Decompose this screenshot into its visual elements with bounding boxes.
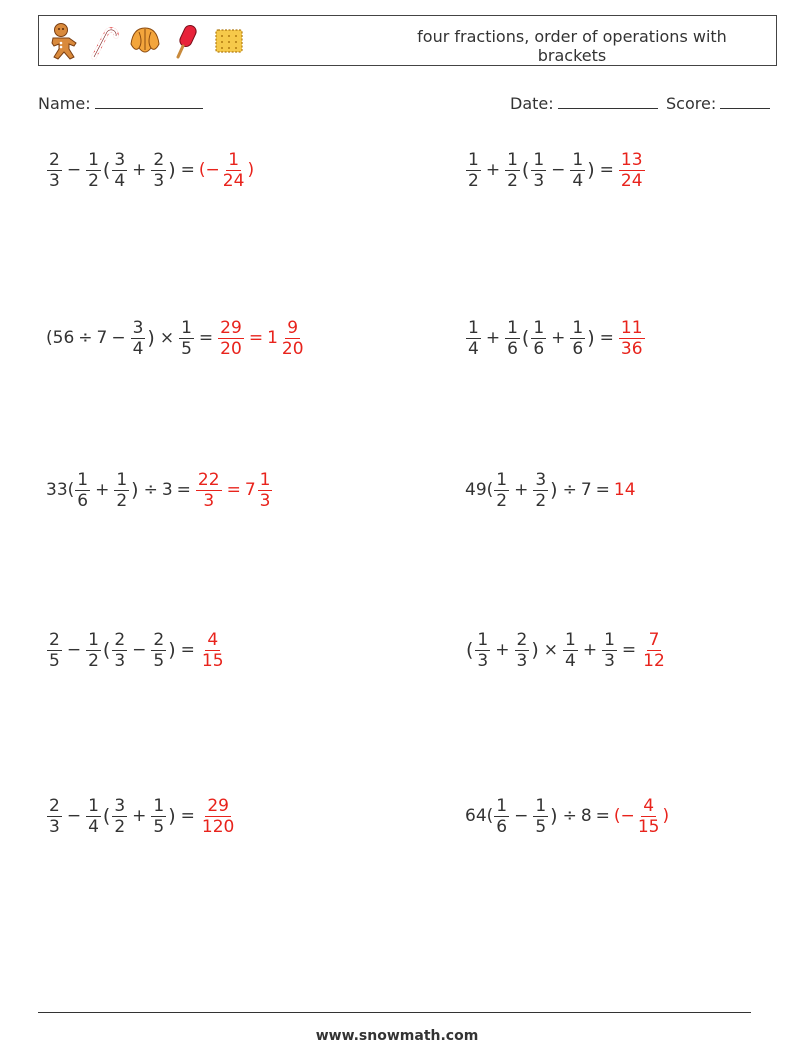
name-field[interactable] [38,92,203,113]
fraction: $\frac{1}{2}$ [468,149,479,191]
fraction: $\frac{1}{4}$ [88,795,99,837]
paren: ( [102,639,111,661]
fraction: $\frac{1}{3}$ [604,629,615,671]
lead-term: (56 [46,328,75,348]
fraction: $\frac{1}{5}$ [535,795,547,837]
answer: 14 [613,480,636,500]
fraction: $\frac{1}{6}$ [507,317,518,359]
operator: + [132,160,147,180]
operator: − [111,328,126,348]
lead-term: 49( [465,480,494,500]
fraction: $\frac{1}{6}$ [533,317,545,359]
problem-5 [46,466,273,514]
equals: = [176,480,191,500]
answer: $\frac{4}{15}$ [201,629,224,671]
equals: = [595,480,610,500]
footer-divider [38,1012,751,1013]
operator: ÷ [562,806,577,826]
operator: + [95,480,110,500]
answer: $\frac{13}{24}$ [620,149,643,191]
paren: ( [102,805,111,827]
equals: = [599,160,614,180]
operator: + [551,328,566,348]
answer: $\frac{7}{12}$ [643,629,665,671]
equals: = [180,806,195,826]
paren: ) [587,327,595,349]
worksheet-title [402,27,742,65]
problem-7 [46,626,227,674]
problem-9 [46,792,237,840]
footer-url[interactable]: www.snowmath.com [315,1028,479,1044]
problem-8 [465,626,668,674]
date-blank[interactable] [558,92,658,109]
date-label: Date: [510,94,554,113]
operator: − [551,160,566,180]
operator: + [485,328,501,348]
number: 7 [580,480,592,500]
fraction: $\frac{1}{5}$ [181,317,192,359]
candy-cane-icon [85,22,121,60]
fraction: $\frac{1}{4}$ [565,629,576,671]
score-blank[interactable] [720,92,770,109]
fraction: $\frac{1}{2}$ [507,149,518,191]
paren: ) [587,159,595,181]
fraction: $\frac{1}{2}$ [496,469,508,511]
header-icons [43,22,247,60]
paren: ( [521,159,530,181]
fraction: $\frac{1}{3}$ [533,149,545,191]
fraction: $\frac{2}{3}$ [516,629,528,671]
fraction: $\frac{2}{3}$ [153,149,165,191]
operator: − [132,640,147,660]
title-line-1: four fractions, order of operations with [417,27,727,46]
problem-4 [465,314,646,362]
name-blank[interactable] [95,92,203,109]
fraction: $\frac{2}{3}$ [114,629,126,671]
problem-3 [46,314,307,362]
fraction: $\frac{2}{3}$ [49,795,60,837]
equals: = [198,328,214,348]
score-field[interactable] [666,92,770,113]
worksheet-header [38,15,777,66]
fraction: $\frac{2}{3}$ [49,149,60,191]
operator: ÷ [562,480,577,500]
equals: = [180,160,195,180]
answer: $\frac{29}{20}$ = 1 $\frac{9}{20}$ [220,317,304,359]
operator: ÷ [143,480,158,500]
problem-1 [46,146,254,194]
equals: = [621,640,637,660]
operator: × [159,328,175,348]
operator: − [66,806,82,826]
number: 3 [161,480,173,500]
paren: ) [168,805,176,827]
croissant-icon [127,22,163,60]
fraction: $\frac{2}{5}$ [153,629,165,671]
operator: − [66,640,82,660]
cracker-icon [211,22,247,60]
operator: + [485,160,501,180]
operator: + [495,640,510,660]
answer: (− $\frac{1}{24}$ ) [198,149,255,191]
fraction: $\frac{1}{4}$ [468,317,479,359]
fraction: $\frac{1}{6}$ [572,317,584,359]
fraction: $\frac{1}{6}$ [77,469,89,511]
answer: $\frac{22}{3}$ = 7 $\frac{1}{3}$ [197,469,271,511]
paren: ) [550,479,558,501]
fraction: $\frac{3}{4}$ [114,149,126,191]
fraction: $\frac{3}{4}$ [132,317,144,359]
operator: − [66,160,82,180]
paren: ( [466,639,474,661]
fraction: $\frac{3}{2}$ [535,469,547,511]
answer: $\frac{29}{120}$ [201,795,235,837]
name-label: Name: [38,94,91,113]
number: 8 [580,806,592,826]
answer: $\frac{11}{36}$ [620,317,643,359]
operator: + [582,640,598,660]
equals: = [599,328,614,348]
popsicle-icon [169,22,205,60]
fraction: $\frac{1}{3}$ [477,629,489,671]
problem-10 [465,792,669,840]
problem-2 [465,146,646,194]
paren: ) [147,327,155,349]
fraction: $\frac{1}{4}$ [572,149,584,191]
paren: ) [550,805,558,827]
equals: = [595,806,610,826]
fraction: $\frac{1}{2}$ [116,469,128,511]
paren: ( [521,327,530,349]
lead-term: 64( [465,806,494,826]
date-field[interactable] [510,92,658,113]
operator: + [132,806,147,826]
paren: ) [131,479,139,501]
paren: ) [531,639,539,661]
fraction: $\frac{1}{6}$ [496,795,508,837]
fraction: $\frac{3}{2}$ [114,795,126,837]
paren: ( [102,159,111,181]
fraction: $\frac{1}{2}$ [88,149,99,191]
title-line-2: brackets [537,46,607,65]
fraction: $\frac{1}{2}$ [88,629,99,671]
paren: ) [168,159,176,181]
score-label: Score: [666,94,717,113]
paren: ) [168,639,176,661]
operator: ÷ [78,328,93,348]
equals: = [180,640,195,660]
gingerbread-icon [43,22,79,60]
lead-term: 33( [46,480,75,500]
operator: × [543,640,558,660]
fraction: $\frac{1}{5}$ [153,795,165,837]
operator: − [514,806,529,826]
answer: (− $\frac{4}{15}$ ) [613,795,670,837]
operator: + [514,480,529,500]
number: 7 [96,328,108,348]
problem-6 [465,466,636,514]
fraction: $\frac{2}{5}$ [49,629,60,671]
